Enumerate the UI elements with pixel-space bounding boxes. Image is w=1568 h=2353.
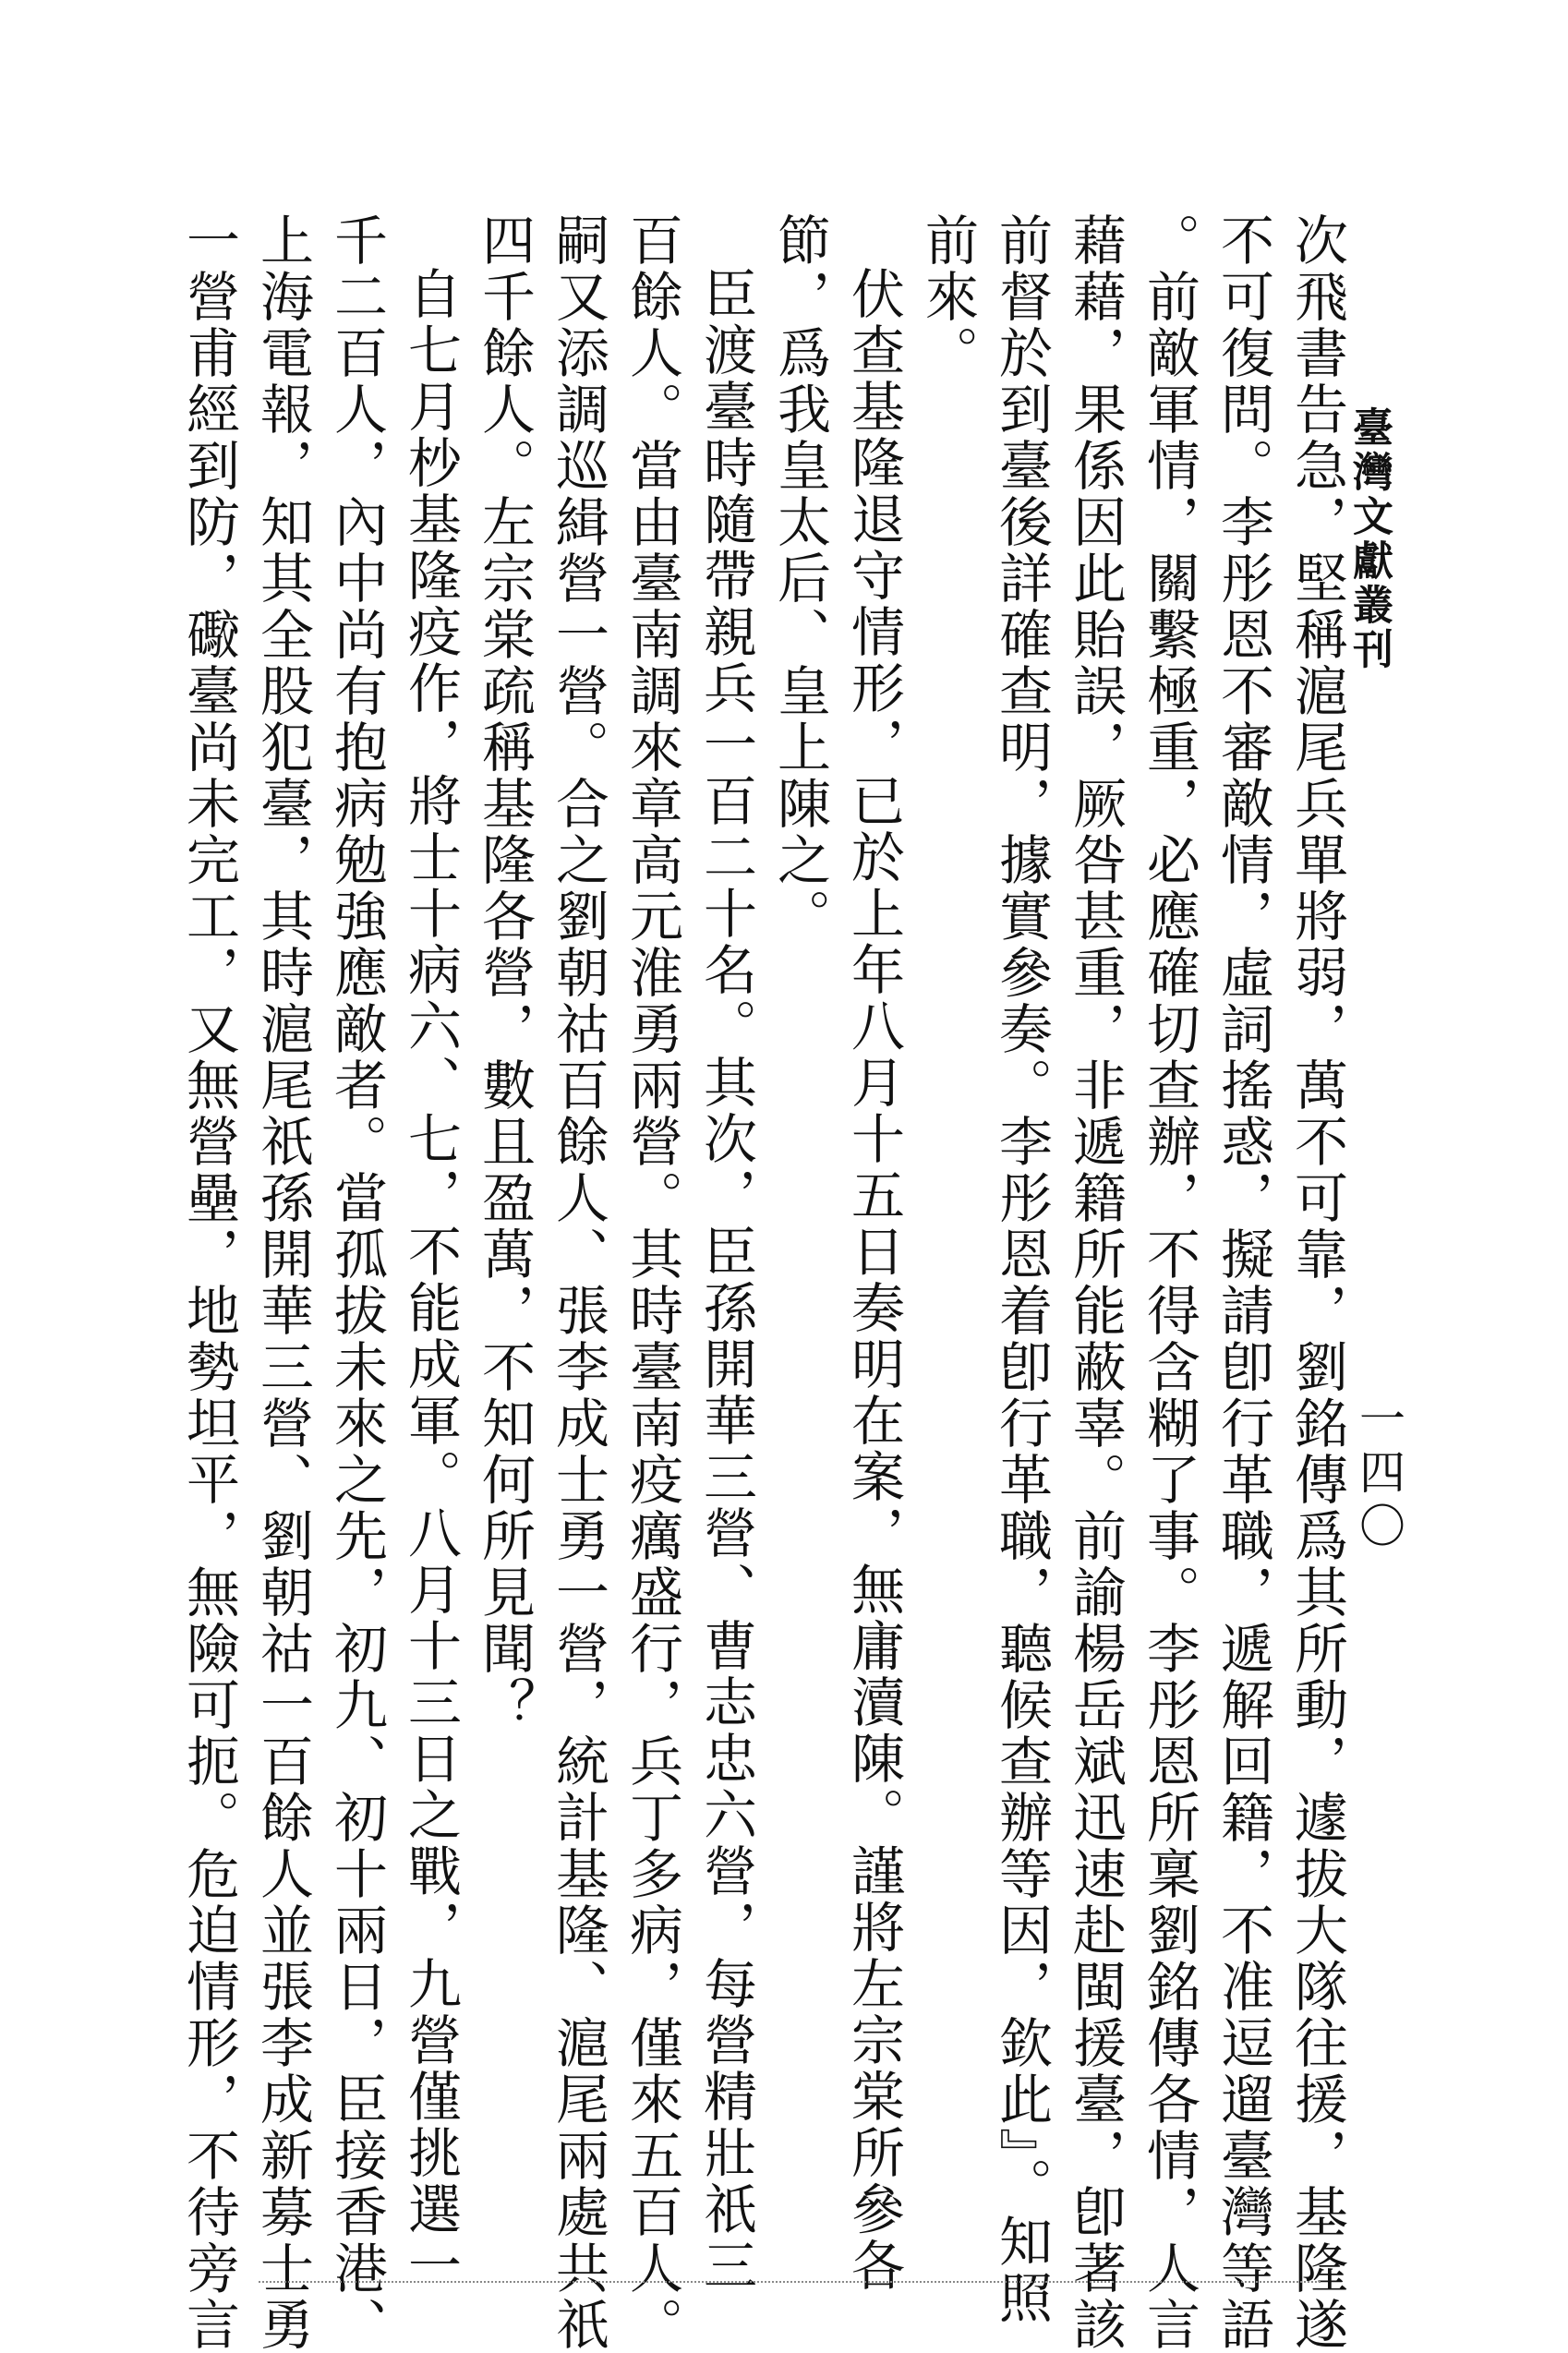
running-head-title: 臺灣文獻叢刊 [1345,406,1393,672]
text-column-indented: 伏查基隆退守情形，已於上年八月十五日奏明在案，無庸瀆陳。謹將左宗棠所參各 [842,266,905,2294]
text-column: 前督於到臺後詳確查明，據實參奏。李彤恩着卽行革職，聽候查辦等因，欽此』。知照 [990,212,1053,2326]
text-column: 上海電報，知其全股犯臺，其時滬尾祇孫開華三營、劉朝祜一百餘人並張李成新募士勇 [251,212,314,2353]
vertical-text-block [172,212,1354,2353]
text-column-indented: 自七月杪基隆疫作，將士十病六、七，不能成軍。八月十三日之戰，九營僅挑選一 [399,266,462,2294]
text-column: 不可復問。李彤恩不審敵情，虛詞搖惑，擬請卽行革職，遞解回籍，不准逗遛臺灣等語 [1212,212,1274,2353]
text-column: 四千餘人。左宗棠疏稱基隆各營，數且盈萬，不知何所見聞？ [473,212,536,1733]
page-number: 一四〇 [1352,1394,1405,1555]
text-column: 百餘人。當由臺南調來章高元淮勇兩營。其時臺南疫癘盛行，兵丁多病，僅來五百人。 [621,212,683,2353]
text-column: 嗣又添調巡緝營一營。合之劉朝祜百餘人、張李成士勇一營，統計基隆、滬尾兩處共祇 [547,212,609,2353]
text-column: 一營甫經到防，礮臺尚未完工，又無營壘，地勢坦平，無險可扼。危迫情形，不待旁言 [177,212,240,2353]
text-column: 千二百人，內中尚有抱病勉強應敵者。當孤拔未來之先，初九、初十兩日，臣接香港、 [325,212,388,2353]
text-column: 次飛書告急，堅稱滬尾兵單將弱，萬不可靠，劉銘傳爲其所動，遽拔大隊往援，基隆遂 [1285,212,1348,2353]
bottom-dotted-rule [259,2281,1321,2283]
text-column-indented: 臣渡臺時隨帶親兵一百二十名。其次，臣孫開華三營、曹志忠六營，每營精壯祇三 [694,266,757,2294]
text-column: 。前敵軍情，關繫極重，必應確切查辦，不得含糊了事。李彤恩所稟劉銘傳各情，人言 [1138,212,1200,2353]
text-column: 藉藉，果係因此貽誤，厥咎甚重，非遞籍所能蔽辜。前諭楊岳斌迅速赴閩援臺，卽著該 [1064,212,1127,2353]
text-column: 前來。 [916,212,979,381]
text-column: 節，爲我皇太后、皇上陳之。 [768,212,831,945]
